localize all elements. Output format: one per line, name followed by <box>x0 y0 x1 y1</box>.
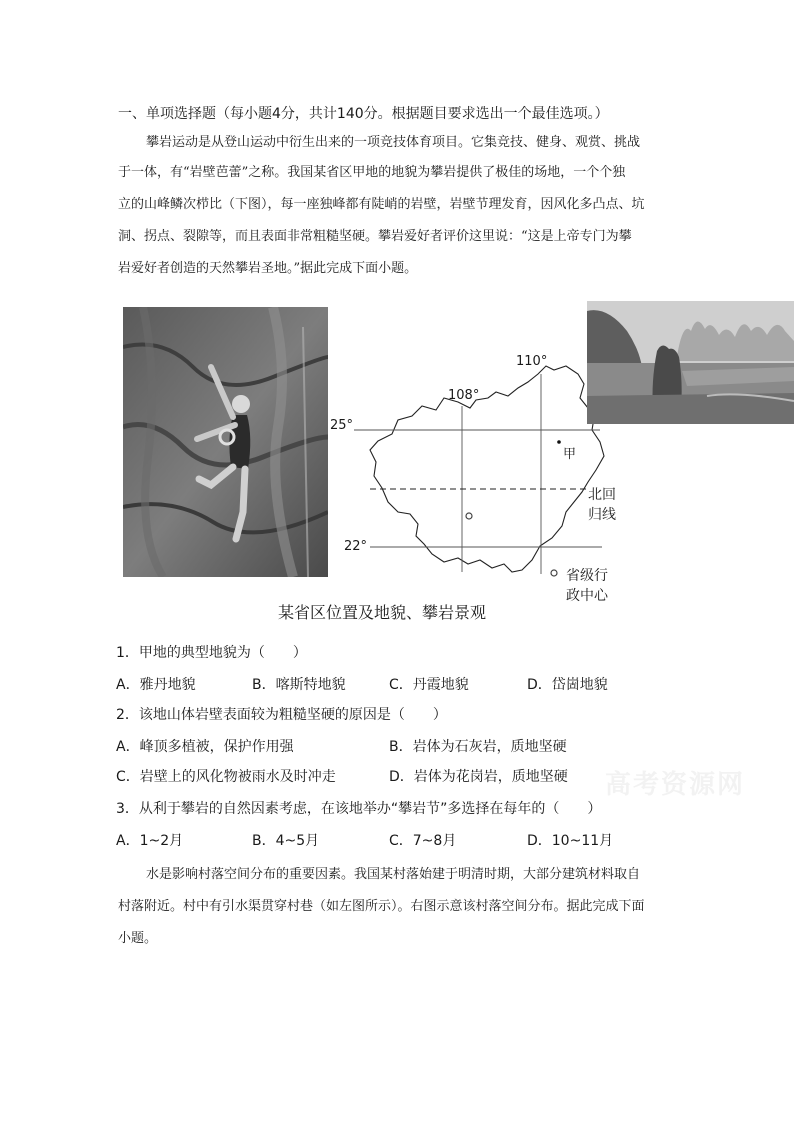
passage-1-line: 于一体，有“岩壁芭蕾”之称。我国某省区甲地的地貌为攀岩提供了极佳的场地，一个个独 <box>118 165 626 180</box>
option-b[interactable]: B．4~5月 <box>252 833 320 849</box>
province-map <box>326 346 616 604</box>
option-a[interactable]: A．雅丹地貌 <box>116 677 196 693</box>
section-title: 一、单项选择题（每小题4分，共计140分。根据题目要求选出一个最佳选项。） <box>118 106 609 122</box>
watermark: 高考资源网 <box>605 770 746 800</box>
passage-2-line: 水是影响村落空间分布的重要因素。我国某村落始建于明清时期，大部分建筑材料取自 <box>146 867 641 882</box>
passage-1-line: 立的山峰鳞次栉比（下图），每一座独峰都有陡峭的岩壁，岩壁节理发育，因风化多凸点、坑 <box>118 197 645 212</box>
option-a[interactable]: A．1~2月 <box>116 833 184 849</box>
tropic-of-cancer-label: 北回归线 <box>588 487 616 523</box>
karst-landscape-photo <box>587 301 794 424</box>
longitude-110-label: 110° <box>516 354 548 369</box>
option-c[interactable]: C．丹霞地貌 <box>389 677 469 693</box>
longitude-108-label: 108° <box>448 388 480 403</box>
latitude-25-label: 25° <box>330 418 354 433</box>
place-jia-label: 甲 <box>563 447 577 462</box>
passage-1-line: 岩爱好者创造的天然攀岩圣地。”据此完成下面小题。 <box>118 261 418 276</box>
option-d[interactable]: D．岩体为花岗岩，质地坚硬 <box>389 769 568 785</box>
option-d[interactable]: D．10~11月 <box>527 833 614 849</box>
option-b[interactable]: B．岩体为石灰岩，质地坚硬 <box>389 739 567 755</box>
question-stem: 1．甲地的典型地貌为（ ） <box>116 645 307 661</box>
passage-1-line: 攀岩运动是从登山运动中衍生出来的一项竞技体育项目。它集竞技、健身、观赏、挑战 <box>146 135 641 150</box>
passage-1-line: 洞、拐点、裂隙等，而且表面非常粗糙坚硬。攀岩爱好者评价这里说：“这是上帝专门为攀 <box>118 229 632 244</box>
option-c[interactable]: C．7~8月 <box>389 833 457 849</box>
option-b[interactable]: B．喀斯特地貌 <box>252 677 346 693</box>
option-d[interactable]: D．岱崮地貌 <box>527 677 608 693</box>
rock-climbing-photo <box>123 307 328 577</box>
passage-2-line: 小题。 <box>118 931 158 946</box>
figure-caption: 某省区位置及地貌、攀岩景观 <box>278 603 487 622</box>
option-a[interactable]: A．峰顶多植被，保护作用强 <box>116 739 294 755</box>
legend-capital-label: 省级行政中心 <box>566 568 608 604</box>
latitude-22-label: 22° <box>344 539 368 554</box>
question-stem: 2．该地山体岩壁表面较为粗糙坚硬的原因是（ ） <box>116 707 447 723</box>
passage-2-line: 村落附近。村中有引水渠贯穿村巷（如左图所示）。右图示意该村落空间分布。据此完成下面 <box>118 899 645 914</box>
option-c[interactable]: C．岩壁上的风化物被雨水及时冲走 <box>116 769 336 785</box>
question-stem: 3．从利于攀岩的自然因素考虑，在该地举办“攀岩节”多选择在每年的（ ） <box>116 801 602 817</box>
